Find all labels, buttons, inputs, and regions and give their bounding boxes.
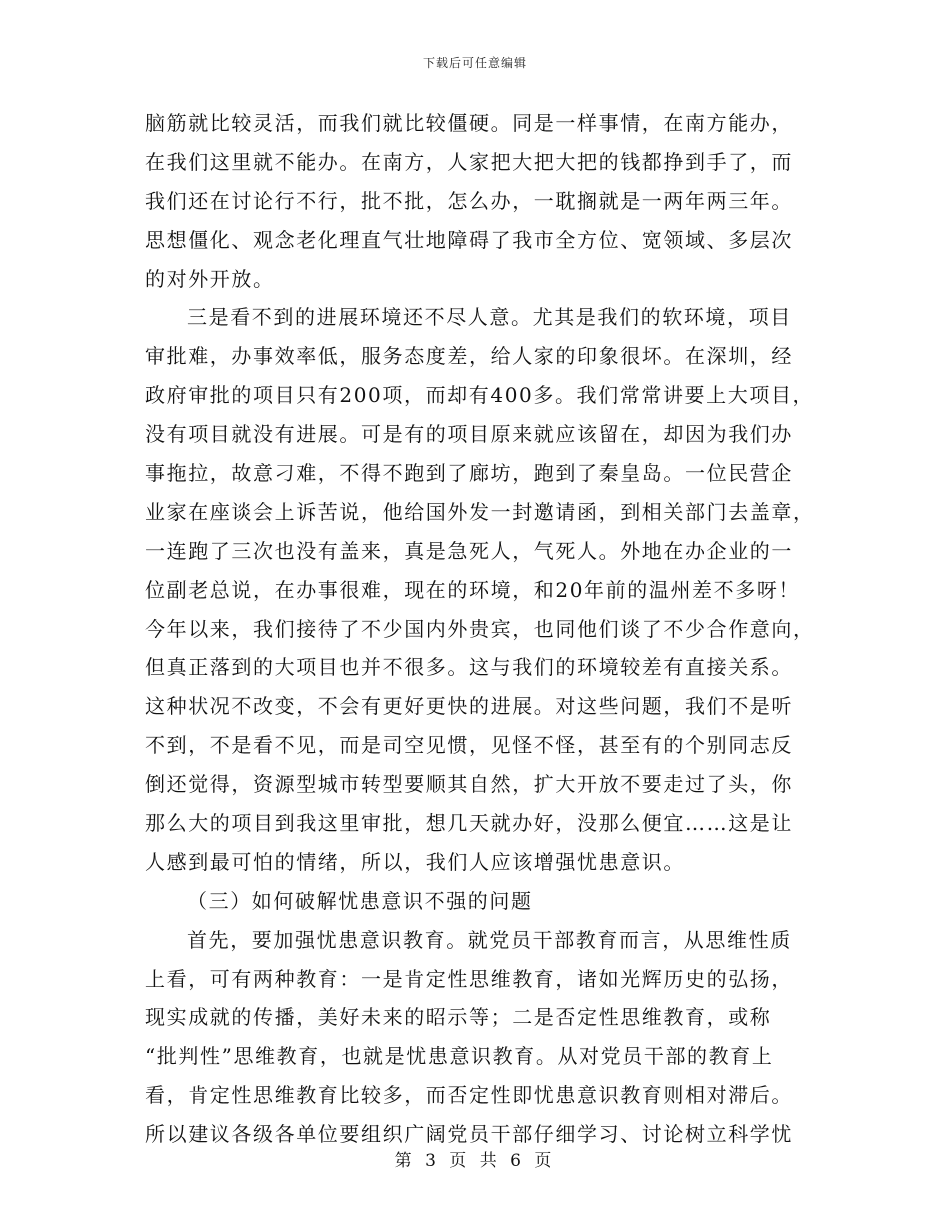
header-note: 下载后可任意编辑 (422, 56, 527, 70)
body-line: 倒还觉得，资源型城市转型要顺其自然，扩大开放不要走过了头，你 (145, 772, 793, 797)
body-line: 位副老总说，在办事很难，现在的环境，和20年前的温州差不多呀！ (145, 577, 801, 602)
body-line: 上看，可有两种教育：一是肯定性思维教育，诸如光辉历史的弘扬， (145, 966, 793, 991)
body-line: 一连跑了三次也没有盖来，真是急死人，气死人。外地在办企业的一 (145, 538, 793, 563)
body-line: 看，肯定性思维教育比较多，而否定性即忧患意识教育则相对滞后。 (145, 1083, 793, 1108)
body-line: 那么大的项目到我这里审批，想几天就办好，没那么便宜……这是让 (145, 811, 793, 836)
page-number: 第 3 页 共 6 页 (394, 1151, 556, 1171)
paragraph-first-line: 首先，要加强忧患意识教育。就党员干部教育而言，从思维性质 (187, 927, 792, 952)
body-line: 思想僵化、观念老化理直气壮地障碍了我市全方位、宽领域、多层次 (145, 227, 793, 252)
body-line: 脑筋就比较灵活，而我们就比较僵硬。同是一样事情，在南方能办， (145, 111, 793, 135)
body-line: 我们还在讨论行不行，批不批，怎么办，一耽搁就是一两年两三年。 (145, 188, 793, 213)
body-line: “批判性”思维教育，也就是忧患意识教育。从对党员干部的教育上 (145, 1044, 774, 1069)
body-line: 不到，不是看不见，而是司空见惯，见怪不怪，甚至有的个别同志反 (145, 733, 793, 758)
body-line: 事拖拉，故意刁难，不得不跑到了廊坊，跑到了秦皇岛。一位民营企 (145, 461, 793, 486)
body-line: 人感到最可怕的情绪，所以，我们人应该增强忧患意识。 (145, 849, 685, 874)
body-line: 审批难，办事效率低，服务态度差，给人家的印象很坏。在深圳，经 (145, 344, 793, 369)
section-heading: （三）如何破解忧患意识不强的问题 (187, 888, 533, 913)
body-line: 业家在座谈会上诉苦说，他给国外发一封邀请函，到相关部门去盖章， (145, 499, 815, 524)
body-line: 在我们这里就不能办。在南方，人家把大把大把的钱都挣到手了，而 (145, 149, 793, 174)
body-line: 现实成就的传播，美好未来的昭示等；二是否定性思维教育，或称 (145, 1005, 772, 1030)
body-line: 没有项目就没有进展。可是有的项目原来就应该留在，却因为我们办 (145, 422, 793, 447)
body-line: 今年以来，我们接待了不少国内外贵宾，也同他们谈了不少合作意向， (145, 616, 815, 641)
body-line: 这种状况不改变，不会有更好更快的进展。对这些问题，我们不是听 (145, 694, 793, 719)
body-line: 的对外开放。 (145, 266, 275, 291)
body-line: 但真正落到的大项目也并不很多。这与我们的环境较差有直接关系。 (145, 655, 793, 680)
document-body (145, 104, 815, 1154)
paragraph-first-line: 三是看不到的进展环境还不尽人意。尤其是我们的软环境，项目 (187, 305, 792, 330)
body-line: 所以建议各级各单位要组织广阔党员干部仔细学习、讨论树立科学忧 (145, 1122, 793, 1147)
body-line: 政府审批的项目只有200项，而却有400多。我们常常讲要上大项目， (145, 383, 815, 408)
